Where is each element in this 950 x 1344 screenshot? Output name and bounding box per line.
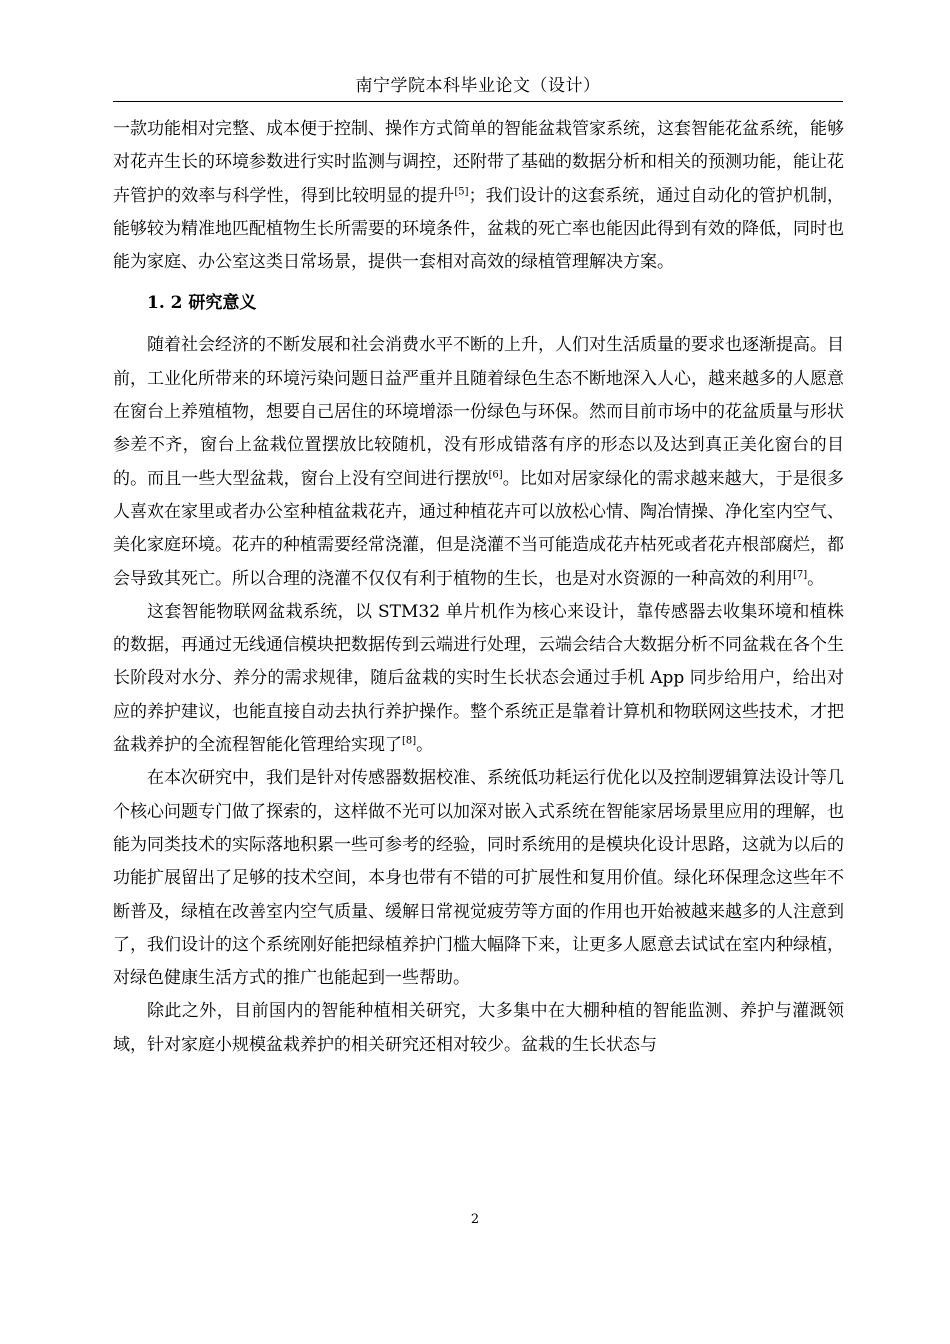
header-title: 南宁学院本科毕业论文（设计） [355, 76, 601, 96]
citation: [7] [793, 568, 808, 580]
paragraph-text: 。比如对居家绿化的需求越来越大，于是很多人喜欢在家里或者办公室种植盆栽花卉，通过种植花卉可以放松心情、陶冶情操、净化室内空气、美化家庭环境。花卉的种植需要经常浇灌，但是浇灌不当可能造成花卉枯死或者花卉根部腐烂，都会导致其死亡。所以合理的浇灌不仅仅有利于植物的生长，也是对水资源的一种高效的利用 [113, 468, 845, 589]
body-text [113, 113, 844, 1062]
paragraph-continued [113, 113, 844, 279]
paragraph-text: 随着社会经济的不断发展和社会消费水平不断的上升，人们对生活质量的要求也逐渐提高。目前，工业化所带来的环境污染问题日益严重并且随着绿色生态不断地深入人心，越来越多的人愿意在窗台上养殖植物，想要自己居住的环境增添一份绿色与环保。然而目前市场中的花盆质量与形状参差不齐，窗台上盆栽位置摆放比较随机，没有形成错落有序的形态以及达到真正美化窗台的目的。而且一些大型盆栽，窗台上没有空间进行摆放 [113, 335, 844, 489]
paragraph: 在本次研究中，我们是针对传感器数据校准、系统低功耗运行优化以及控制逻辑算法设计等几个核心问题专门做了探索的，这样做不光可以加深对嵌入式系统在智能家居场景里应用的理解，也能为同类技术的实际落地积累一些可参考的经验，同时系统用的是模块化设计思路，这就为以后的功能扩展留出了足够的技术空间，本身也带有不错的可扩展性和复用价值。绿化环保理念这些年不断普及，绿植在改善室内空气质量、缓解日常视觉疲劳等方面的作用也开始被越来越多的人注意到了，我们设计的这个系统刚好能把绿植养护门槛大幅降下来，让更多人愿意去试试在室内种绿植，对绿色健康生活方式的推广也能起到一些帮助。 [113, 768, 844, 989]
paragraph-text: 。 [416, 735, 434, 756]
citation: [8] [402, 735, 417, 747]
page-number: 2 [470, 1212, 480, 1227]
paragraph-text: 。 [807, 568, 825, 589]
citation: [5] [454, 185, 469, 197]
section-title: 1. 2 研究意义 [147, 293, 257, 314]
header-rule [113, 101, 843, 102]
page-header [113, 74, 843, 104]
citation: [6] [488, 469, 503, 481]
paragraph-text: 这套智能物联网盆栽系统，以 STM32 单片机作为核心来设计，靠传感器去收集环境和植株的数据，再通过无线通信模块把数据传到云端进行处理，云端会结合大数据分析不同盆栽在各个生长阶段对水分、养分的需求规律，随后盆栽的实时生长状态会通过手机 App 同步给用户，给出对应的养护建议，也能直接自动去执行养护操作。整个系统正是靠着计算机和物联网这些技术，才把盆栽养护的全流程智能化管理给实现了 [113, 601, 844, 756]
paragraph-text: 一款功能相对完整、成本便于控制、操作方式简单的智能盆栽管家系统，这套智能花盆系统，能够对花卉生长的环境参数进行实时监测与调控，还附带了基础的数据分析和相关的预测功能，能让花卉管护的效率与科学性，得到比较明显的提升 [113, 119, 844, 206]
paragraph-text: ；我们设计的这套系统，通过自动化的管护机制，能够较为精准地匹配植物生长所需要的环境条件，盆栽的死亡率也能因此得到有效的降低，同时也能为家庭、办公室这类日常场景，提供一套相对高效的绿植管理解决方案。 [113, 185, 845, 273]
paragraph [113, 329, 844, 595]
paragraph: 除此之外，目前国内的智能种植相关研究，大多集中在大棚种植的智能监测、养护与灌溉领域，针对家庭小规模盆栽养护的相关研究还相对较少。盆栽的生长状态与 [113, 1001, 844, 1055]
paragraph [113, 596, 844, 762]
